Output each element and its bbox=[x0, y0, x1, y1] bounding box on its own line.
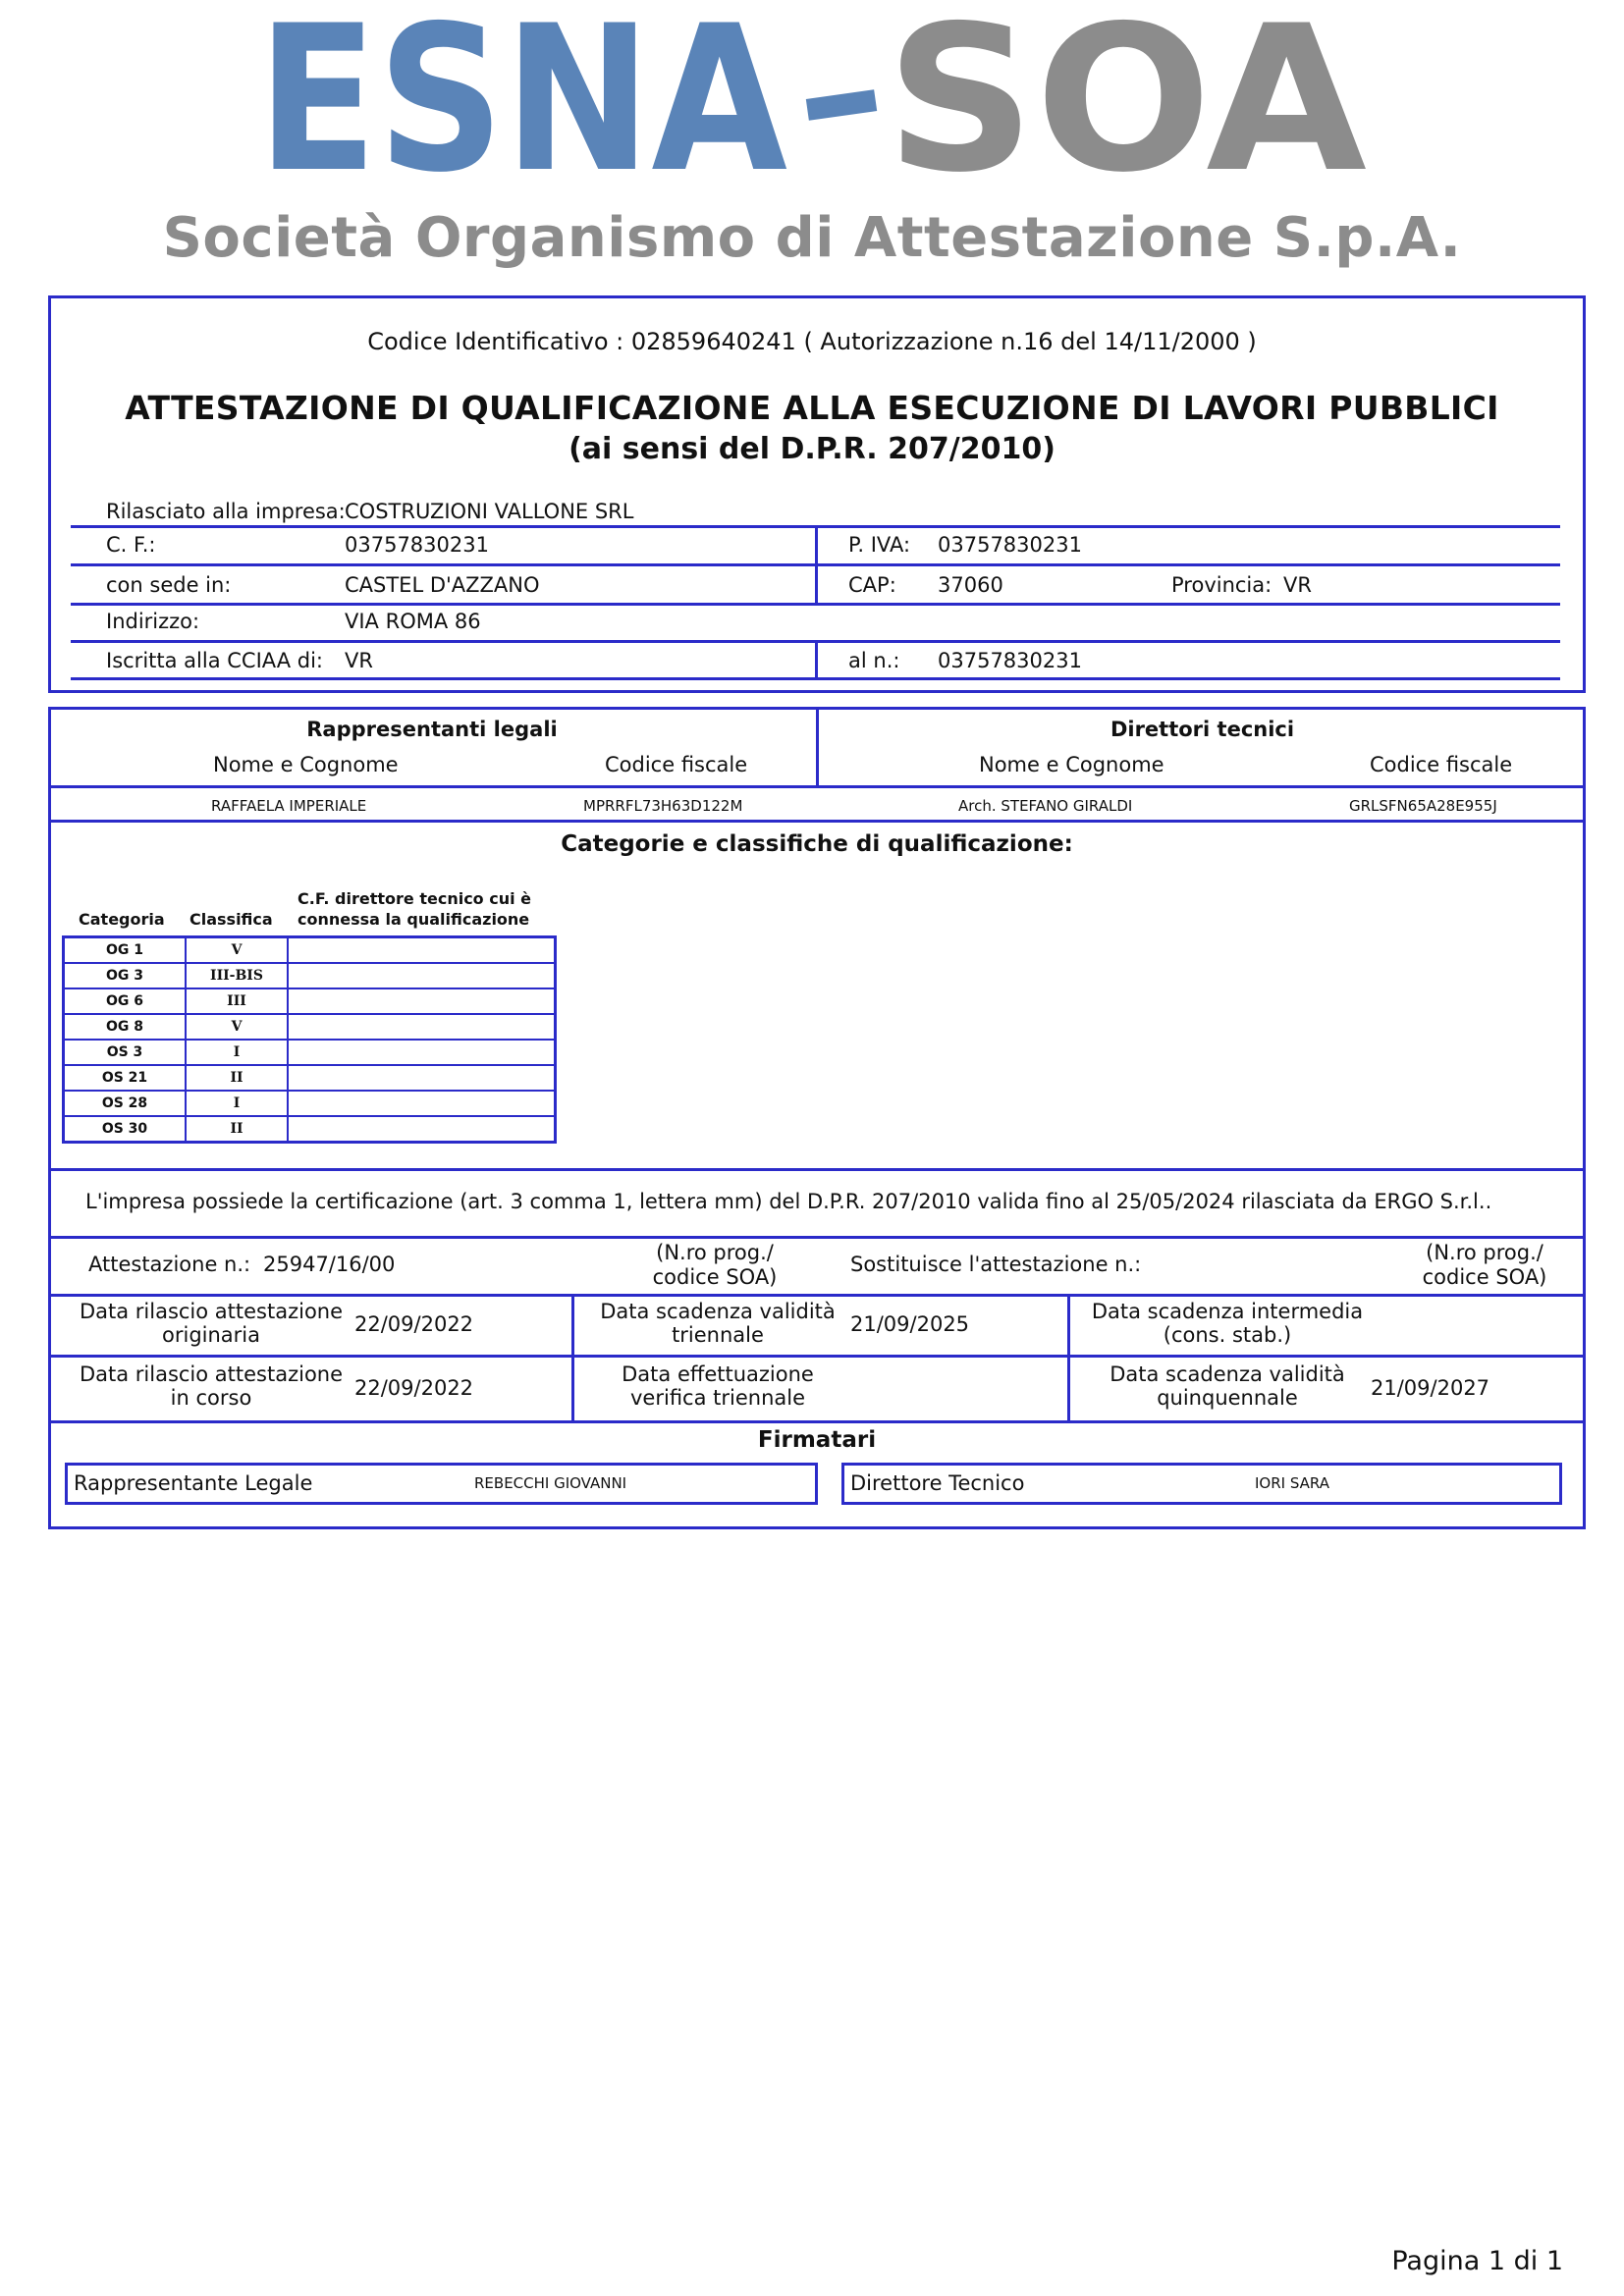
dir-cf: GRLSFN65A28E955J bbox=[1349, 797, 1497, 815]
logo-tagline: Società Organismo di Attestazione S.p.A. bbox=[162, 206, 1462, 270]
rilascio-corso-value: 22/09/2022 bbox=[354, 1376, 474, 1400]
sede-label: con sede in: bbox=[106, 573, 232, 597]
cf-cell bbox=[288, 1116, 556, 1143]
col-cf-line2: connessa la qualificazione bbox=[298, 910, 530, 929]
logo-brand-right: SOA bbox=[886, 14, 1367, 186]
rilasciato-label: Rilasciato alla impresa: bbox=[106, 500, 346, 523]
col-categoria: Categoria bbox=[79, 910, 165, 929]
cat-cell: OS 21 bbox=[64, 1065, 187, 1091]
rilascio-orig-value: 22/09/2022 bbox=[354, 1312, 474, 1336]
cf-cell bbox=[288, 1091, 556, 1116]
table-row bbox=[64, 988, 556, 1014]
firm-rapp-label: Rappresentante Legale bbox=[74, 1471, 313, 1495]
table-row bbox=[64, 963, 556, 988]
document-title: ATTESTAZIONE DI QUALIFICAZIONE ALLA ESECUZIONE DI LAVORI PUBBLICI bbox=[125, 389, 1499, 427]
quinq-value: 21/09/2027 bbox=[1371, 1376, 1490, 1400]
scadenza-interm-line2: (cons. stab.) bbox=[1163, 1323, 1292, 1347]
table-row bbox=[64, 937, 556, 964]
scadenza-trien-line1: Data scadenza validità bbox=[600, 1300, 836, 1323]
firm-rapp-value: REBECCHI GIOVANNI bbox=[474, 1474, 627, 1492]
categories-table bbox=[62, 935, 557, 1144]
col-cf-line1: C.F. direttore tecnico cui è bbox=[298, 889, 532, 908]
cf-label: C. F.: bbox=[106, 533, 156, 557]
rapp-cf: MPRRFL73H63D122M bbox=[583, 797, 743, 815]
cls-cell: II bbox=[186, 1065, 288, 1091]
firm-dir-label: Direttore Tecnico bbox=[850, 1471, 1025, 1495]
rilascio-orig-line1: Data rilascio attestazione bbox=[79, 1300, 344, 1323]
aln-value: 03757830231 bbox=[938, 649, 1082, 672]
page-number: Pagina 1 di 1 bbox=[1391, 2246, 1563, 2276]
cf-cell bbox=[288, 988, 556, 1014]
rilascio-corso-line1: Data rilascio attestazione bbox=[79, 1362, 344, 1386]
cf-cell bbox=[288, 963, 556, 988]
cat-cell: OG 3 bbox=[64, 963, 187, 988]
cat-cell: OG 1 bbox=[64, 937, 187, 964]
table-row bbox=[64, 1065, 556, 1091]
cat-cell: OS 30 bbox=[64, 1116, 187, 1143]
dir-name: Arch. STEFANO GIRALDI bbox=[958, 797, 1133, 815]
cat-cell: OG 8 bbox=[64, 1014, 187, 1040]
cls-cell: I bbox=[186, 1040, 288, 1065]
cls-cell: III-BIS bbox=[186, 963, 288, 988]
indirizzo-label: Indirizzo: bbox=[106, 610, 200, 633]
col-classifica: Classifica bbox=[189, 910, 273, 929]
table-row bbox=[64, 1014, 556, 1040]
nro-prog-2-line2: codice SOA) bbox=[1422, 1265, 1547, 1289]
categorie-title: Categorie e classifiche di qualificazione: bbox=[561, 831, 1073, 857]
cls-cell: II bbox=[186, 1116, 288, 1143]
provincia-value: VR bbox=[1283, 573, 1312, 597]
quinq-line2: quinquennale bbox=[1157, 1386, 1298, 1410]
cf-cell bbox=[288, 1065, 556, 1091]
piva-value: 03757830231 bbox=[938, 533, 1082, 557]
logo-dash bbox=[806, 89, 877, 121]
cap-value: 37060 bbox=[938, 573, 1003, 597]
table-row bbox=[64, 1091, 556, 1116]
rilascio-orig-line2: originaria bbox=[162, 1323, 260, 1347]
rappresentanti-title: Rappresentanti legali bbox=[306, 718, 558, 741]
sostituisce-label: Sostituisce l'attestazione n.: bbox=[850, 1253, 1142, 1276]
cls-cell: I bbox=[186, 1091, 288, 1116]
scadenza-trien-value: 21/09/2025 bbox=[850, 1312, 970, 1336]
codice-identificativo: Codice Identificativo : 02859640241 ( Autorizzazione n.16 del 14/11/2000 ) bbox=[367, 328, 1257, 355]
cat-cell: OS 3 bbox=[64, 1040, 187, 1065]
quinq-line1: Data scadenza validità bbox=[1110, 1362, 1345, 1386]
direttori-title: Direttori tecnici bbox=[1110, 718, 1295, 741]
verifica-line1: Data effettuazione bbox=[622, 1362, 814, 1386]
cf-cell bbox=[288, 1014, 556, 1040]
nro-prog-1-line2: codice SOA) bbox=[652, 1265, 778, 1289]
nro-prog-2-line1: (N.ro prog./ bbox=[1426, 1241, 1543, 1264]
logo-brand-left: ESNA bbox=[257, 14, 787, 186]
attestazione-value: 25947/16/00 bbox=[263, 1253, 396, 1276]
certificazione-text: L'impresa possiede la certificazione (art. 3 comma 1, lettera mm) del D.P.R. 207/2010 valida fino al 25/05/2024 rilasciata da ERGO S.r.l.. bbox=[85, 1190, 1492, 1213]
cf-cell bbox=[288, 937, 556, 964]
cls-cell: V bbox=[186, 937, 288, 964]
piva-label: P. IVA: bbox=[848, 533, 911, 557]
firm-dir-value: IORI SARA bbox=[1255, 1474, 1329, 1492]
cciaa-value: VR bbox=[345, 649, 373, 672]
table-row bbox=[64, 1040, 556, 1065]
sede-value: CASTEL D'AZZANO bbox=[345, 573, 540, 597]
cf-value: 03757830231 bbox=[345, 533, 489, 557]
cat-cell: OS 28 bbox=[64, 1091, 187, 1116]
aln-label: al n.: bbox=[848, 649, 900, 672]
indirizzo-value: VIA ROMA 86 bbox=[345, 610, 481, 633]
esna-soa-logo bbox=[257, 14, 1367, 186]
firmatari-title: Firmatari bbox=[757, 1427, 877, 1453]
cf-cell bbox=[288, 1040, 556, 1065]
cat-cell: OG 6 bbox=[64, 988, 187, 1014]
table-row bbox=[64, 1116, 556, 1143]
cls-cell: III bbox=[186, 988, 288, 1014]
rapp-name: RAFFAELA IMPERIALE bbox=[211, 797, 367, 815]
provincia-label: Provincia: bbox=[1171, 573, 1272, 597]
rilasciato-value: COSTRUZIONI VALLONE SRL bbox=[345, 500, 634, 523]
dir-col-cf: Codice fiscale bbox=[1370, 753, 1513, 776]
scadenza-interm-line1: Data scadenza intermedia bbox=[1091, 1300, 1364, 1323]
cciaa-label: Iscritta alla CCIAA di: bbox=[106, 649, 323, 672]
dir-col-nome: Nome e Cognome bbox=[979, 753, 1164, 776]
verifica-line2: verifica triennale bbox=[630, 1386, 805, 1410]
rapp-col-nome: Nome e Cognome bbox=[213, 753, 399, 776]
scadenza-trien-line2: triennale bbox=[672, 1323, 764, 1347]
rilascio-corso-line2: in corso bbox=[170, 1386, 252, 1410]
nro-prog-1-line1: (N.ro prog./ bbox=[656, 1241, 774, 1264]
rapp-col-cf: Codice fiscale bbox=[605, 753, 748, 776]
document-subtitle: (ai sensi del D.P.R. 207/2010) bbox=[568, 432, 1056, 466]
cls-cell: V bbox=[186, 1014, 288, 1040]
attestazione-label: Attestazione n.: bbox=[88, 1253, 251, 1276]
cap-label: CAP: bbox=[848, 573, 896, 597]
